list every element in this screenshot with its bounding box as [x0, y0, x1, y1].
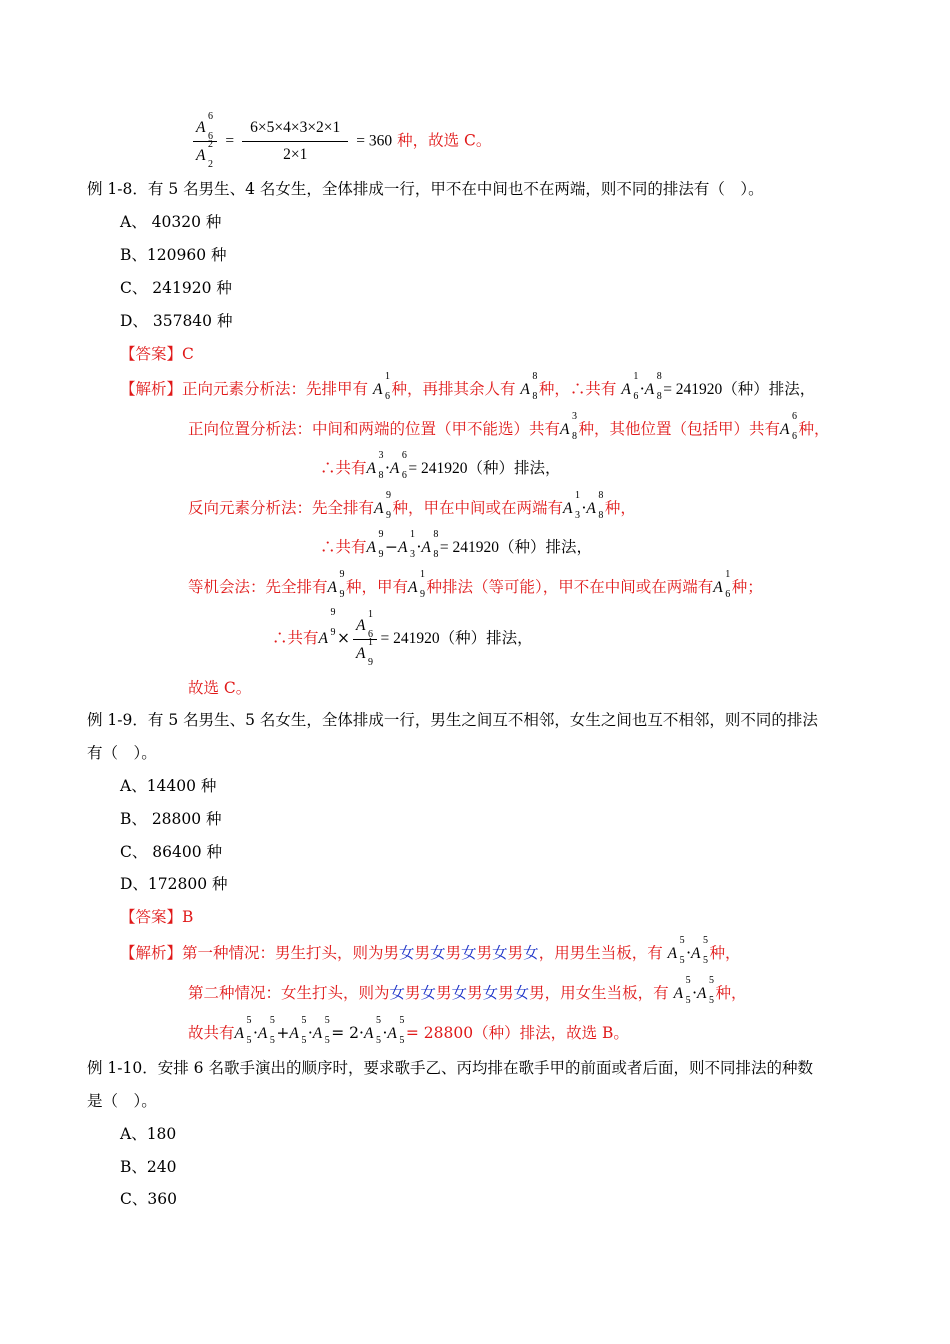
q9-answer	[120, 906, 193, 928]
q9-stem-line-1: 例 1-9．有 5 名男生、5 名女生，全体排成一行，男生之间互不相邻，女生之间也互不相邻，则不同的排法	[87, 711, 818, 729]
q9-option-b: B、 28800 种	[120, 810, 222, 828]
boy-girl-sequence-2: 女男女男女男女男女男	[389, 984, 545, 1002]
q10-stem-line-2: 是（ ）。	[87, 1092, 157, 1110]
q9-total: 故共有A 5 5 ·A 5 5 +A 5 5 ·A 5 5 = 2·A 5 5 ·A 5 5 = 28800（种）排法，故选 B。	[188, 1015, 629, 1046]
q8-method-3: 反向元素分析法：先全排有A 9 9 种，甲在中间或在两端有A 1 3 ·A 8 8 种，	[188, 490, 636, 521]
q8-answer	[120, 343, 194, 365]
answer-label: 【答案】	[120, 908, 183, 926]
q8-method-4-result: ∴共有A 9 9 × A 1 6 A 1 9 = 241920（种）排法，	[272, 607, 533, 668]
q9-case-2: 第二种情况：女生打头，则为女男女男女男女男女男，用女生当板，有 A 5 5 ·A 5 5 种，	[188, 975, 747, 1006]
conclusion-text: 种，故选 C。	[397, 131, 492, 150]
q9-case-1: 【解析】第一种情况：男生打头，则为男女男女男女男女男女，用男生当板，有 A 5 5 ·A 5 5 种，	[120, 935, 741, 966]
fraction-factorial: $\frac{6\times 5\times 4\times 3\times 2\times 1}{2\times 1}$	[242, 119, 348, 164]
q9-option-a: A、14400 种	[120, 777, 217, 795]
answer-label: 【答案】	[120, 345, 183, 363]
q8-method-4: 等机会法：先全排有A 9 9 种，甲有A 1 9 种排法（等可能），甲不在中间或在两端有A 1 6 种；	[188, 569, 763, 600]
q8-conclusion: 故选 C。	[188, 679, 252, 697]
formula-line: A 6 6 A 2 2 = $\frac{6\times 5\times 4\times 3\times 2\times 1}{2\times 1}$ = 360 种，故选 C。	[190, 118, 491, 165]
q8-stem: 例 1-8．有 5 名男生、4 名女生，全体排成一行，甲不在中间也不在两端，则不同的排法有（ ）。	[87, 180, 764, 198]
answer-value: B	[182, 908, 194, 926]
q8-option-d: D、 357840 种	[120, 312, 233, 330]
q8-option-c: C、 241920 种	[120, 279, 232, 297]
q10-option-b: B、240	[120, 1158, 177, 1176]
fraction-permutation-ratio: A 6 6 A 2 2	[193, 118, 217, 165]
analysis-label: 【解析】	[120, 380, 183, 398]
q10-option-a: A、180	[120, 1125, 177, 1143]
q8-method-2: 正向位置分析法：中间和两端的位置（甲不能选）共有A 3 8 种，其他位置（包括甲）共有A 6 6 种，	[188, 411, 830, 442]
q9-stem-line-2: 有（ ）。	[87, 744, 157, 762]
q8-method-1: 【解析】正向元素分析法：先排甲有 A 1 6 种，再排其余人有 A 8 8 种，∴共有 A 1 6 ·A 8 8 = 241920（种）排法，	[120, 371, 816, 402]
boy-girl-sequence-1: 男女男女男女男女男女	[383, 944, 539, 962]
q10-option-c: C、360	[120, 1190, 177, 1208]
q8-method-3-result: ∴共有A 9 9 −A 1 3 ·A 8 8 = 241920（种）排法，	[320, 529, 592, 560]
q8-method-2-result: ∴共有A 3 8 ·A 6 6 = 241920（种）排法，	[320, 450, 561, 481]
q8-option-b: B、120960 种	[120, 246, 227, 264]
q9-option-c: C、 86400 种	[120, 843, 223, 861]
result-360: = 360	[356, 132, 393, 150]
q10-stem-line-1: 例 1-10．安排 6 名歌手演出的顺序时，要求歌手乙、丙均排在歌手甲的前面或者后面，则不同排法的种数	[87, 1059, 813, 1077]
q9-option-d: D、172800 种	[120, 875, 228, 893]
analysis-label: 【解析】	[120, 944, 183, 962]
answer-value: C	[182, 345, 194, 363]
q8-option-a: A、 40320 种	[120, 213, 222, 231]
